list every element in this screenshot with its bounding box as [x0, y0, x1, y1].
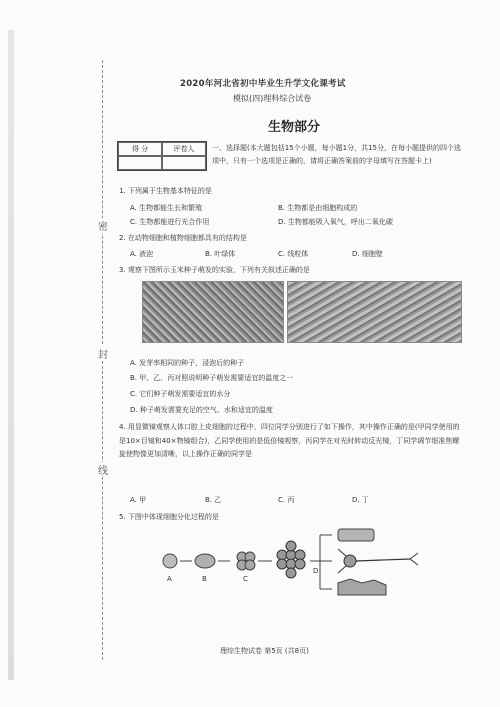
score-cell[interactable] [118, 156, 162, 170]
cell-cluster-c [237, 552, 255, 570]
q2-option-b[interactable]: B. 叶绿体 [205, 250, 236, 258]
epithelial-cells [338, 579, 386, 595]
question-5: 5. 下图中体现细胞分化过程的是 [119, 513, 219, 521]
seed-photo-right [287, 281, 462, 343]
cell-b [195, 554, 215, 568]
q4-option-a[interactable]: A. 甲 [130, 496, 147, 504]
question-3: 3. 观察下图所示玉米种子萌发的实验，下列有关叙述正确的是 [119, 266, 310, 274]
q1-option-a[interactable]: A. 生物都能生长和繁殖 [130, 204, 203, 212]
question-4: 4. 用显微镜观察人体口腔上皮细胞的过程中，四位同学分别进行了如下操作，其中操作正确的是(甲同学使用的是10×目镜和40×物镜组合)，乙同学使用的是低倍镜观察，丙同学在对光时转动反光镜，丁同学调节细准焦螺旋使物像更加清晰，以上操作正确的同学是 [119, 423, 460, 458]
q2-option-a[interactable]: A. 液泡 [130, 250, 154, 258]
q4-option-b[interactable]: B. 乙 [205, 496, 222, 504]
q3-option-a[interactable]: A. 发芽率相同的种子，浸泡后的种子 [130, 359, 245, 367]
question-2: 2. 在动物细胞和植物细胞都具有的结构是 [119, 234, 247, 242]
instructions: 一、选择题(本大题包括15个小题，每小题1分，共15分，在每小题提供的四个选项中，只有一个选项是正确的，请将正确答案前的字母填写在答题卡上) [212, 144, 461, 165]
muscle-cell [338, 529, 374, 541]
cell-cluster-d [277, 541, 305, 578]
exam-title: 2020年河北省初中毕业生升学文化课考试 [180, 79, 346, 89]
q4-option-d[interactable]: D. 丁 [352, 496, 369, 504]
cell-division-diagram [150, 525, 450, 605]
q1-option-b[interactable]: B. 生物都是由细胞构成的 [278, 204, 358, 212]
q3-option-c[interactable]: C. 它们种子萌发需要适宜的水分 [130, 390, 231, 398]
seed-photo-left [142, 281, 284, 343]
q2-option-d[interactable]: D. 细胞壁 [352, 250, 383, 258]
q4-option-c[interactable]: C. 丙 [278, 496, 295, 504]
cell-a [163, 554, 177, 568]
margin-mark-line: 线 [98, 462, 108, 477]
label-b: B [202, 575, 207, 583]
margin-mark-close: 封 [98, 346, 108, 361]
q3-option-d[interactable]: D. 种子萌发需要充足的空气、水和适宜的温度 [130, 406, 273, 414]
nerve-cell [338, 549, 418, 573]
label-a: A [167, 575, 172, 583]
page-footer: 理综生物试卷 第5页 (共8页) [220, 647, 309, 655]
q3-option-b[interactable]: B. 甲、乙、丙对照说明种子萌发需要适宜的温度之一 [130, 374, 294, 382]
reviewer-cell[interactable] [162, 156, 206, 170]
section-title: 生物部分 [268, 120, 321, 135]
margin-mark-seal: 密 [98, 218, 108, 233]
q2-option-c[interactable]: C. 线粒体 [278, 250, 309, 258]
exam-subtitle: 模拟(四)理科综合试卷 [233, 94, 312, 103]
label-c: C [243, 575, 248, 583]
binding-edge [8, 30, 14, 680]
score-box [117, 141, 207, 171]
score-label: 得 分 [118, 142, 162, 156]
reviewer-label: 评卷人 [162, 142, 206, 156]
question-1: 1. 下列属于生物基本特征的是 [119, 187, 212, 195]
q1-option-c[interactable]: C. 生物都能进行光合作用 [130, 218, 210, 226]
q1-option-d[interactable]: D. 生物都能吸入氧气，呼出二氧化碳 [278, 218, 393, 226]
label-d: D [313, 567, 319, 575]
